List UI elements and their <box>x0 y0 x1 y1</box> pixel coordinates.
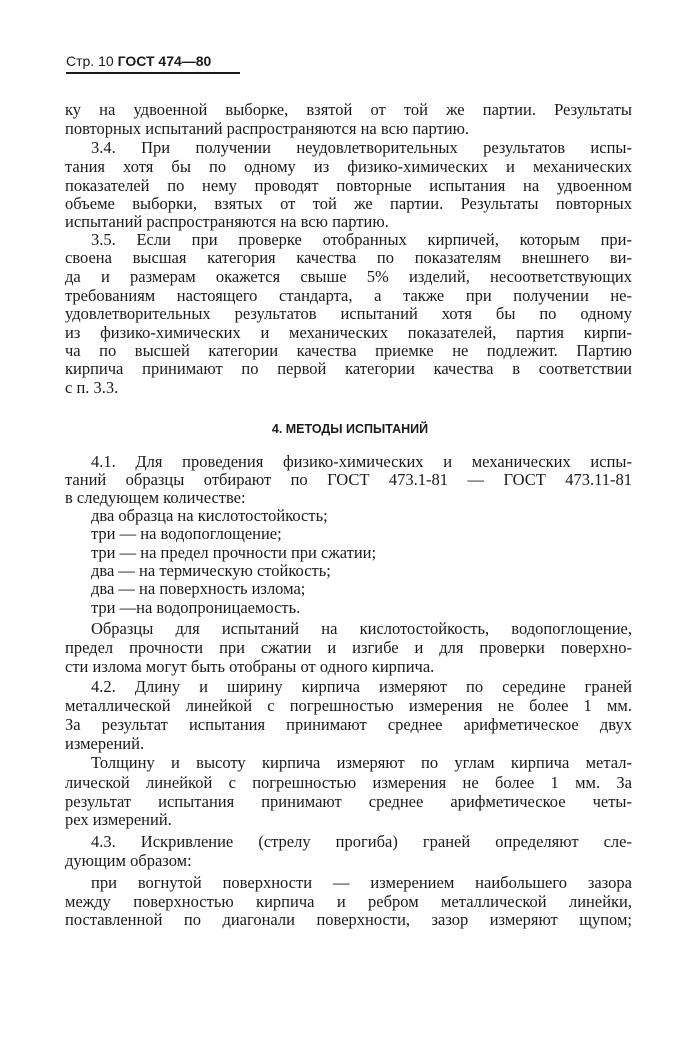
text-line: измерений. <box>65 734 145 753</box>
text-line: два — на поверхность излома; <box>91 579 306 598</box>
text-line: из физико-химических и механических показателей, партия кирпи- <box>65 323 632 342</box>
text-line: показателей по нему проводят повторные испытания на удвоенном <box>65 176 632 195</box>
section-heading: 4. МЕТОДЫ ИСПЫТАНИЙ <box>271 422 429 436</box>
text-line: лической линейкой с погрешностью измерения не более 1 мм. За <box>65 773 632 792</box>
text-line: ку на удвоенной выборке, взятой от той же партии. Результаты <box>65 100 632 119</box>
text-line: объеме выборки, взятых от той же партии. Результаты повторных <box>65 194 632 213</box>
text-line: между поверхностью кирпича и ребром металлической линейки, <box>65 892 632 911</box>
page-number: Стр. 10 <box>66 53 114 69</box>
text-line: своена высшая категория качества по показателям внешнего ви- <box>65 248 632 267</box>
text-line: тания хотя бы по одному из физико-химических и механических <box>65 157 632 176</box>
standard-number: ГОСТ 474—80 <box>117 53 212 69</box>
text-line: удовлетворительных результатов испытаний хотя бы по одному <box>65 304 632 323</box>
text-line: при вогнутой поверхности — измерением наибольшего зазора <box>91 873 632 892</box>
text-line: сти излома могут быть отобраны от одного кирпича. <box>65 657 435 676</box>
text-line: повторных испытаний распространяются на всю партию. <box>65 119 470 138</box>
text-line: рех измерений. <box>65 810 172 829</box>
text-line: металлической линейкой с погрешностью измерения не более 1 мм. <box>65 696 632 715</box>
text-line: таний образцы отбирают по ГОСТ 473.1-81 — ГОСТ 473.11-81 <box>65 470 632 489</box>
text-line: кирпича принимают по первой категории качества в соответствии <box>65 359 632 378</box>
text-line: результат испытания принимают среднее арифметическое четы- <box>65 792 632 811</box>
text-line: в следующем количестве: <box>65 488 246 507</box>
page-header <box>66 52 211 70</box>
text-line: 4.2. Длину и ширину кирпича измеряют по середине граней <box>91 677 632 696</box>
text-line: 4.1. Для проведения физико-химических и механических испы- <box>91 452 632 471</box>
text-line: 3.4. При получении неудовлетворительных результатов испы- <box>91 138 632 157</box>
text-line: два — на термическую стойкость; <box>91 561 331 580</box>
text-line: дующим образом: <box>65 851 192 870</box>
text-line: да и размерам окажется свыше 5% изделий, несоответствующих <box>65 267 632 286</box>
text-line: предел прочности при сжатии и изгибе и для проверки поверхно- <box>65 638 632 657</box>
text-line: 3.5. Если при проверке отобранных кирпичей, которым при- <box>91 230 632 249</box>
text-line: с п. 3.3. <box>65 378 119 397</box>
text-line: требованиям настоящего стандарта, а также при получении не- <box>65 286 632 305</box>
text-line: Толщину и высоту кирпича измеряют по углам кирпича метал- <box>91 753 632 772</box>
text-line: три — на водопоглощение; <box>91 524 282 543</box>
text-line: Образцы для испытаний на кислотостойкость, водопоглощение, <box>91 619 632 638</box>
header-rule <box>66 72 240 74</box>
text-line: испытаний распространяются на всю партию. <box>65 212 389 231</box>
text-line: За результат испытания принимают среднее арифметическое двух <box>65 715 632 734</box>
text-line: ча по высшей категории качества приемке не подлежит. Партию <box>65 341 632 360</box>
text-line: три — на предел прочности при сжатии; <box>91 543 377 562</box>
text-line: поставленной по диагонали поверхности, зазор измеряют щупом; <box>65 910 632 929</box>
text-line: 4.3. Искривление (стрелу прогиба) граней определяют сле- <box>91 832 632 851</box>
text-line: два образца на кислотостойкость; <box>91 506 328 525</box>
text-line: три —на водопроницаемость. <box>91 598 301 617</box>
